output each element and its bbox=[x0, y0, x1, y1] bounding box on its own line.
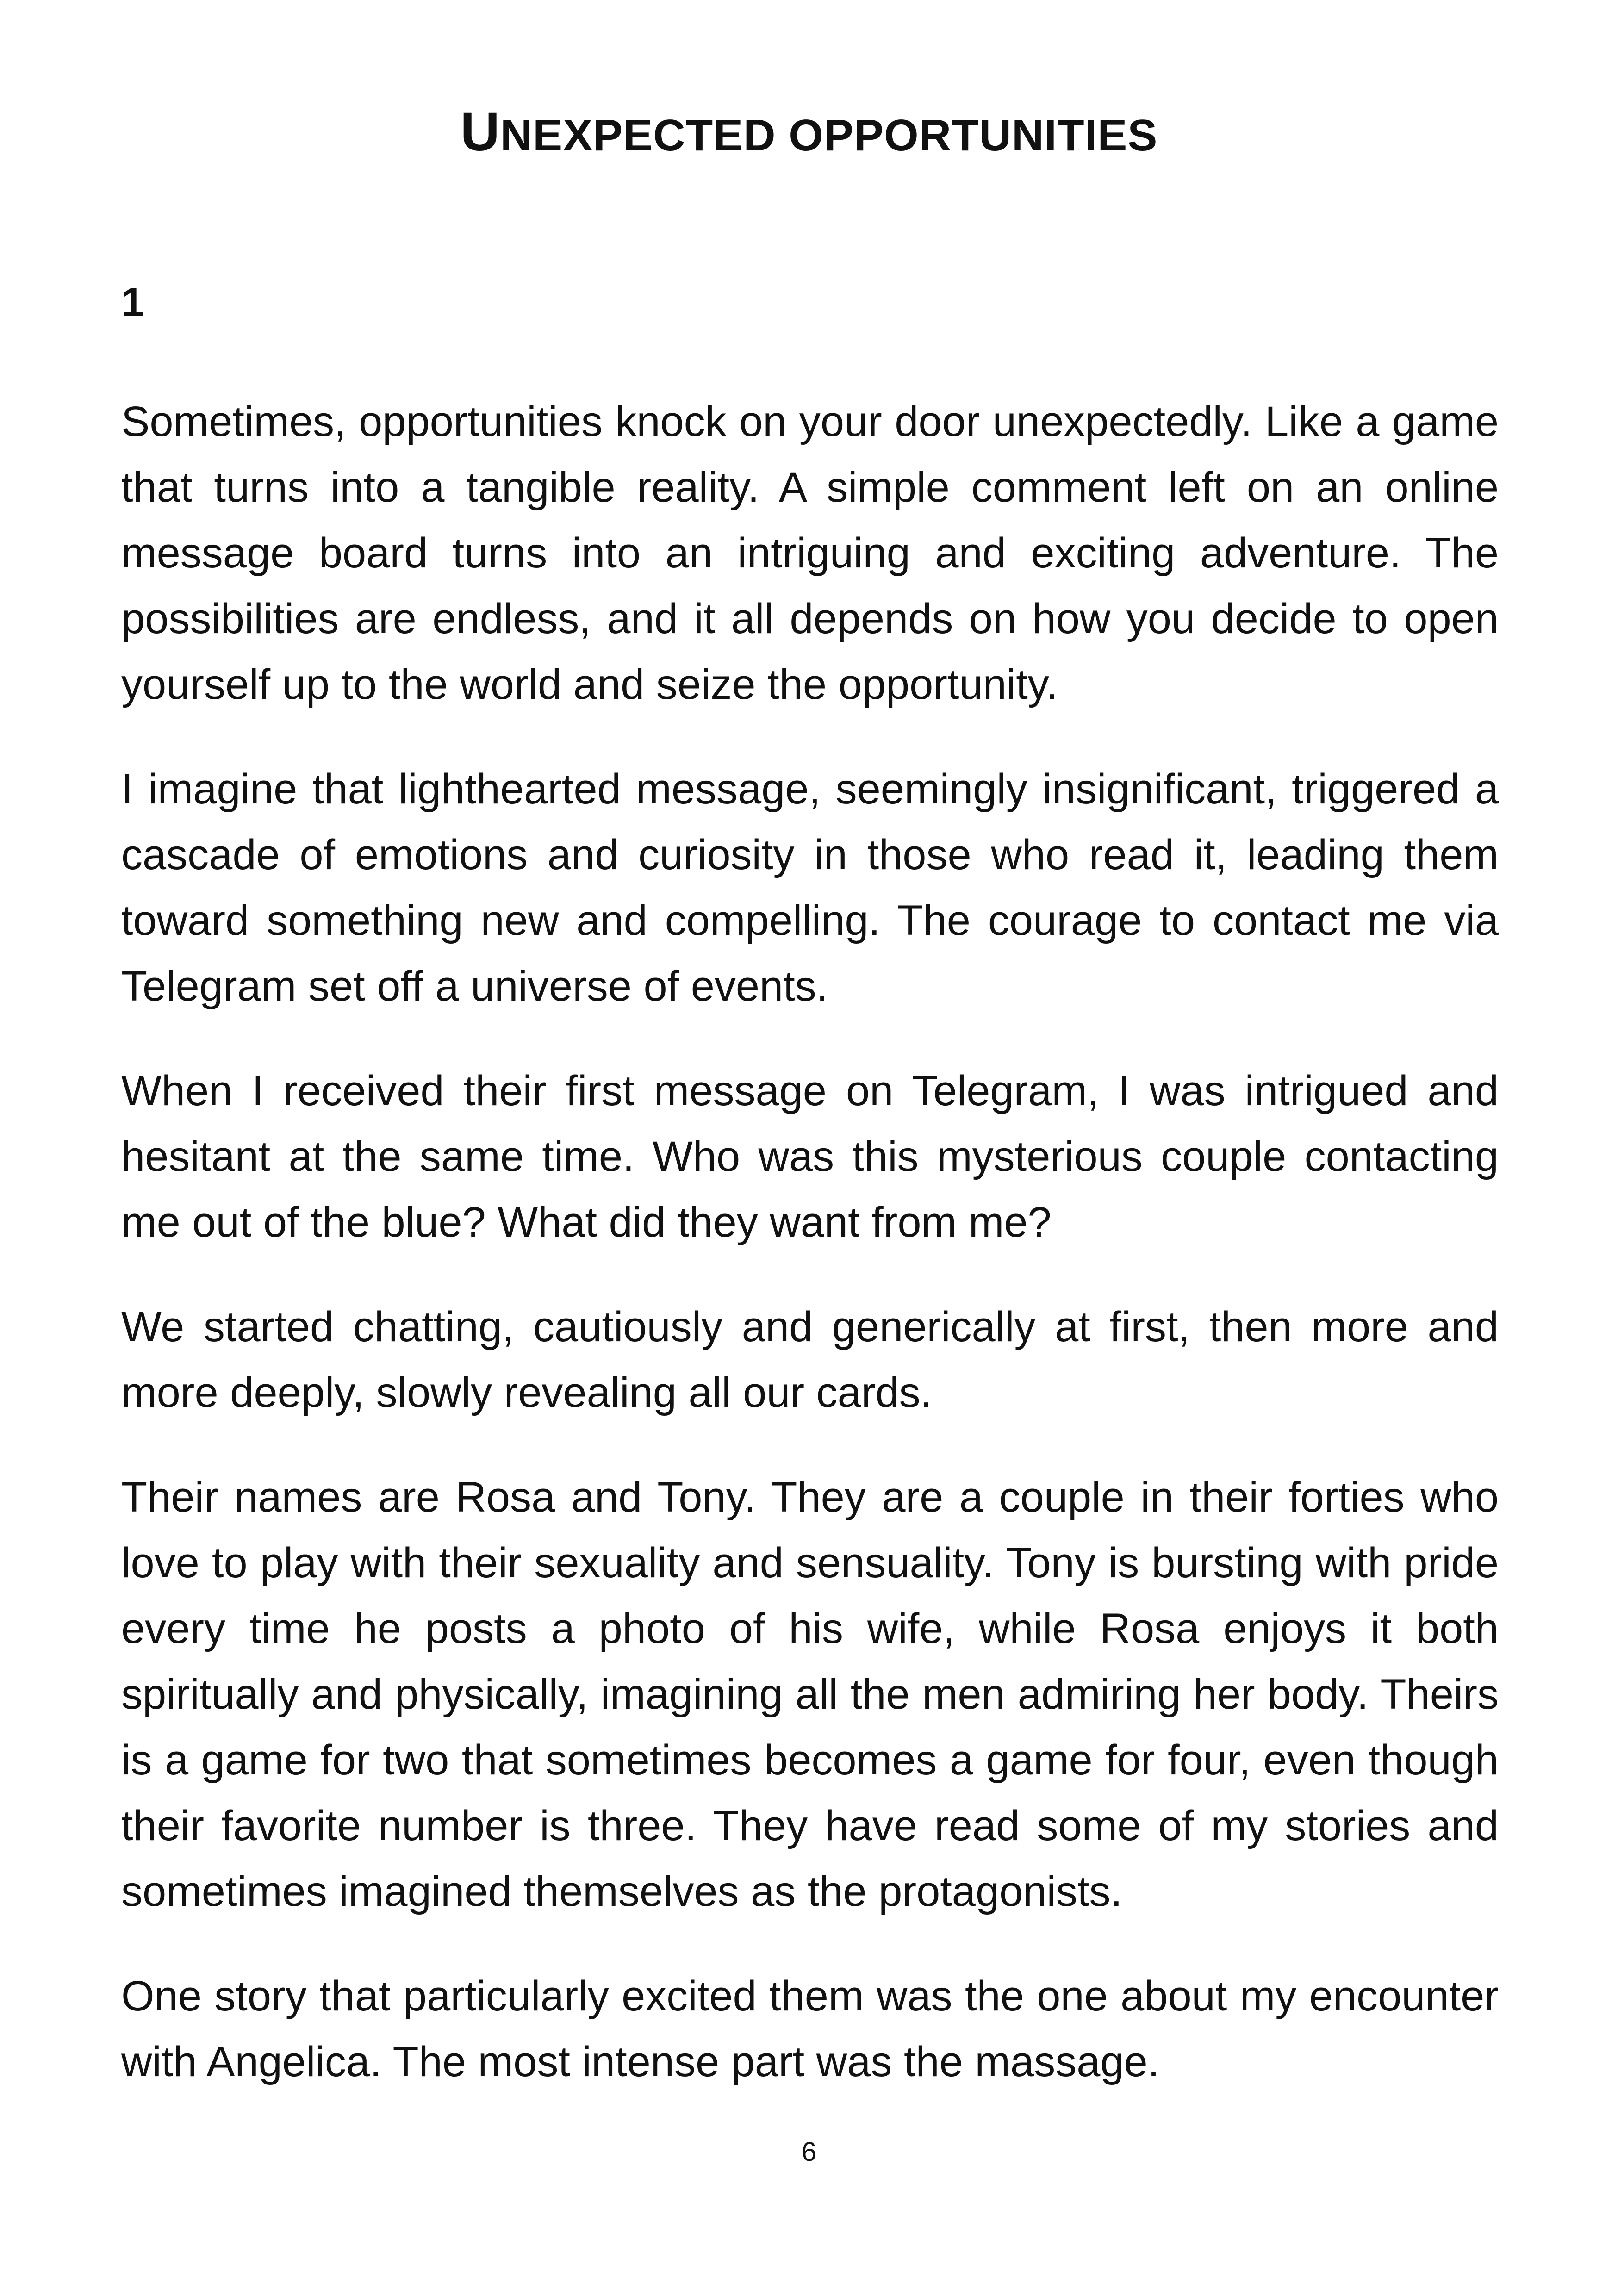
paragraph: When I received their first message on Telegram, I was intrigued and hesitant at the same time. Who was this mysterious couple contacting me out of the blue? What did they want from me? bbox=[121, 1067, 1499, 1246]
paragraph: We started chatting, cautiously and generically at first, then more and more deeply, slowly revealing all our cards. bbox=[121, 1303, 1499, 1416]
paragraph: Sometimes, opportunities knock on your door unexpectedly. Like a game that turns into a tangible reality. A simple comment left on an online message board turns into an intriguing and exciting adventure. The possibilities are endless, and it all depends on how you decide to open yourself up to the world and seize the opportunity. bbox=[121, 398, 1499, 708]
page-number: 6 bbox=[801, 2137, 817, 2167]
paragraph: Their names are Rosa and Tony. They are a couple in their forties who love to play with their sexuality and sensuality. Tony is bursting with pride every time he posts a photo of his wife, while Rosa enjoys it both spiritually and physically, imagining all the men admiring her body. Theirs is a game for two that sometimes becomes a game for four, even though their favorite number is three. They have read some of my stories and sometimes imagined themselves as the protagonists. bbox=[121, 1474, 1499, 1915]
chapter-title bbox=[0, 100, 1618, 165]
paragraph: One story that particularly excited them was the one about my encounter with Angelica. The most intense part was the massage. bbox=[121, 1972, 1499, 2085]
section-number: 1 bbox=[121, 279, 144, 325]
chapter-title-rest: NEXPECTED OPPORTUNITIES bbox=[500, 111, 1158, 160]
chapter-title-initial: U bbox=[460, 101, 500, 162]
body-text bbox=[121, 389, 1499, 2134]
paragraph: I imagine that lighthearted message, seemingly insignificant, triggered a cascade of emotions and curiosity in those who read it, leading them toward something new and compelling. The courage to contact me via Telegram set off a universe of events. bbox=[121, 765, 1499, 1010]
